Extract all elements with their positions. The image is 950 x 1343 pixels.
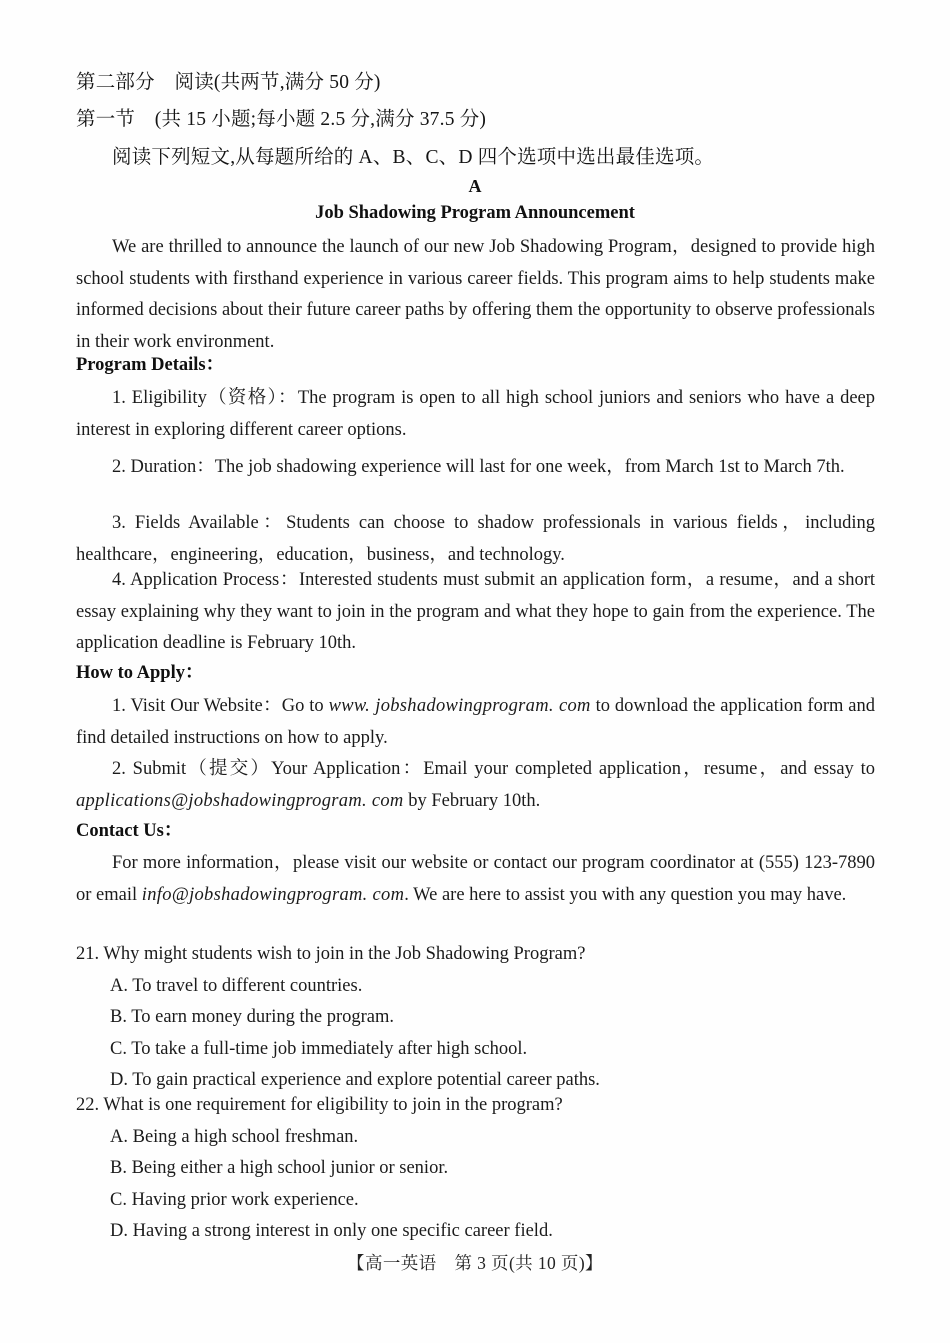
question-22-stem: 22. What is one requirement for eligibility to join in the program?: [76, 1095, 563, 1115]
contact-text-after: . We are here to assist you with any question you may have.: [404, 884, 847, 905]
program-detail-item-1: 1. Eligibility（资格）：The program is open to all high school juniors and seniors who have a deep interest in exploring different career options.: [76, 388, 875, 440]
website-url: www. jobshadowingprogram. com: [328, 696, 591, 716]
question-22-option-d[interactable]: D. Having a strong interest in only one specific career field.: [110, 1221, 553, 1241]
section-instruction: 阅读下列短文,从每题所给的 A、B、C、D 四个选项中选出最佳选项。: [112, 147, 715, 168]
apply-step-2-text-before: 2. Submit（提交）Your Application：Email your completed application，resume，and essay to: [112, 759, 875, 779]
question-21-stem: 21. Why might students wish to join in the Job Shadowing Program?: [76, 944, 586, 964]
contact-paragraph: [76, 848, 875, 911]
question-22-option-b[interactable]: B. Being either a high school junior or senior.: [110, 1158, 449, 1178]
contact-us-heading: Contact Us：: [76, 821, 183, 841]
question-21-option-b[interactable]: B. To earn money during the program.: [110, 1007, 395, 1027]
page-footer: 【高一英语 第 3 页(共 10 页)】: [347, 1253, 603, 1273]
apply-step-1-text-before: 1. Visit Our Website：Go to: [112, 696, 329, 716]
apply-step-1: [76, 691, 875, 754]
application-email-address: applications@jobshadowingprogram. com: [76, 790, 404, 811]
passage-title: Job Shadowing Program Announcement: [315, 203, 635, 223]
apply-step-2-text-after: by February 10th.: [403, 790, 541, 811]
apply-step-1-text-after: to download the application form and find detailed instructions on how to apply.: [76, 696, 875, 748]
program-detail-item-4: 4. Application Process：Interested students must submit an application form，a resume，and a short essay explaining why they want to join in the program and what they hope to gain from the experience. The application deadline is February 10th.: [76, 570, 875, 653]
passage-letter: A: [468, 176, 482, 196]
question-22: [76, 1090, 876, 1248]
question-21-option-a[interactable]: A. To travel to different countries.: [110, 975, 363, 996]
question-21: [76, 939, 876, 1097]
question-21-option-c[interactable]: C. To take a full-time job immediately after high school.: [110, 1038, 528, 1059]
how-to-apply-heading: How to Apply：: [76, 663, 204, 683]
apply-step-2: [76, 754, 875, 817]
question-21-option-d[interactable]: D. To gain practical experience and explore potential career paths.: [110, 1070, 600, 1090]
program-details-heading: Program Details：: [76, 355, 225, 375]
passage-intro-paragraph: We are thrilled to announce the launch of our new Job Shadowing Program，designed to provide high school students with firsthand experience in various career fields. This program aims to help students make informed decisions about their future career paths by offering them the opportunity to observe professionals in their work environment.: [76, 237, 875, 352]
contact-text-before: For more information，please visit our website or contact our program coordinator at (555) 123-7890 or email: [76, 853, 875, 905]
contact-email-address: info@jobshadowingprogram. com: [141, 884, 405, 905]
program-detail-item-2: 2. Duration：The job shadowing experience will last for one week，from March 1st to March 7th.: [112, 457, 845, 477]
question-22-option-a[interactable]: A. Being a high school freshman.: [110, 1126, 359, 1147]
program-detail-item-3: 3. Fields Available：Students can choose to shadow professionals in various fields，including healthcare，engineering，education，business，and technology.: [76, 513, 875, 565]
section-part-heading: 第二部分 阅读(共两节,满分 50 分): [76, 72, 381, 93]
section-node-heading: 第一节 (共 15 小题;每小题 2.5 分,满分 37.5 分): [76, 109, 487, 130]
question-22-option-c[interactable]: C. Having prior work experience.: [110, 1189, 359, 1210]
